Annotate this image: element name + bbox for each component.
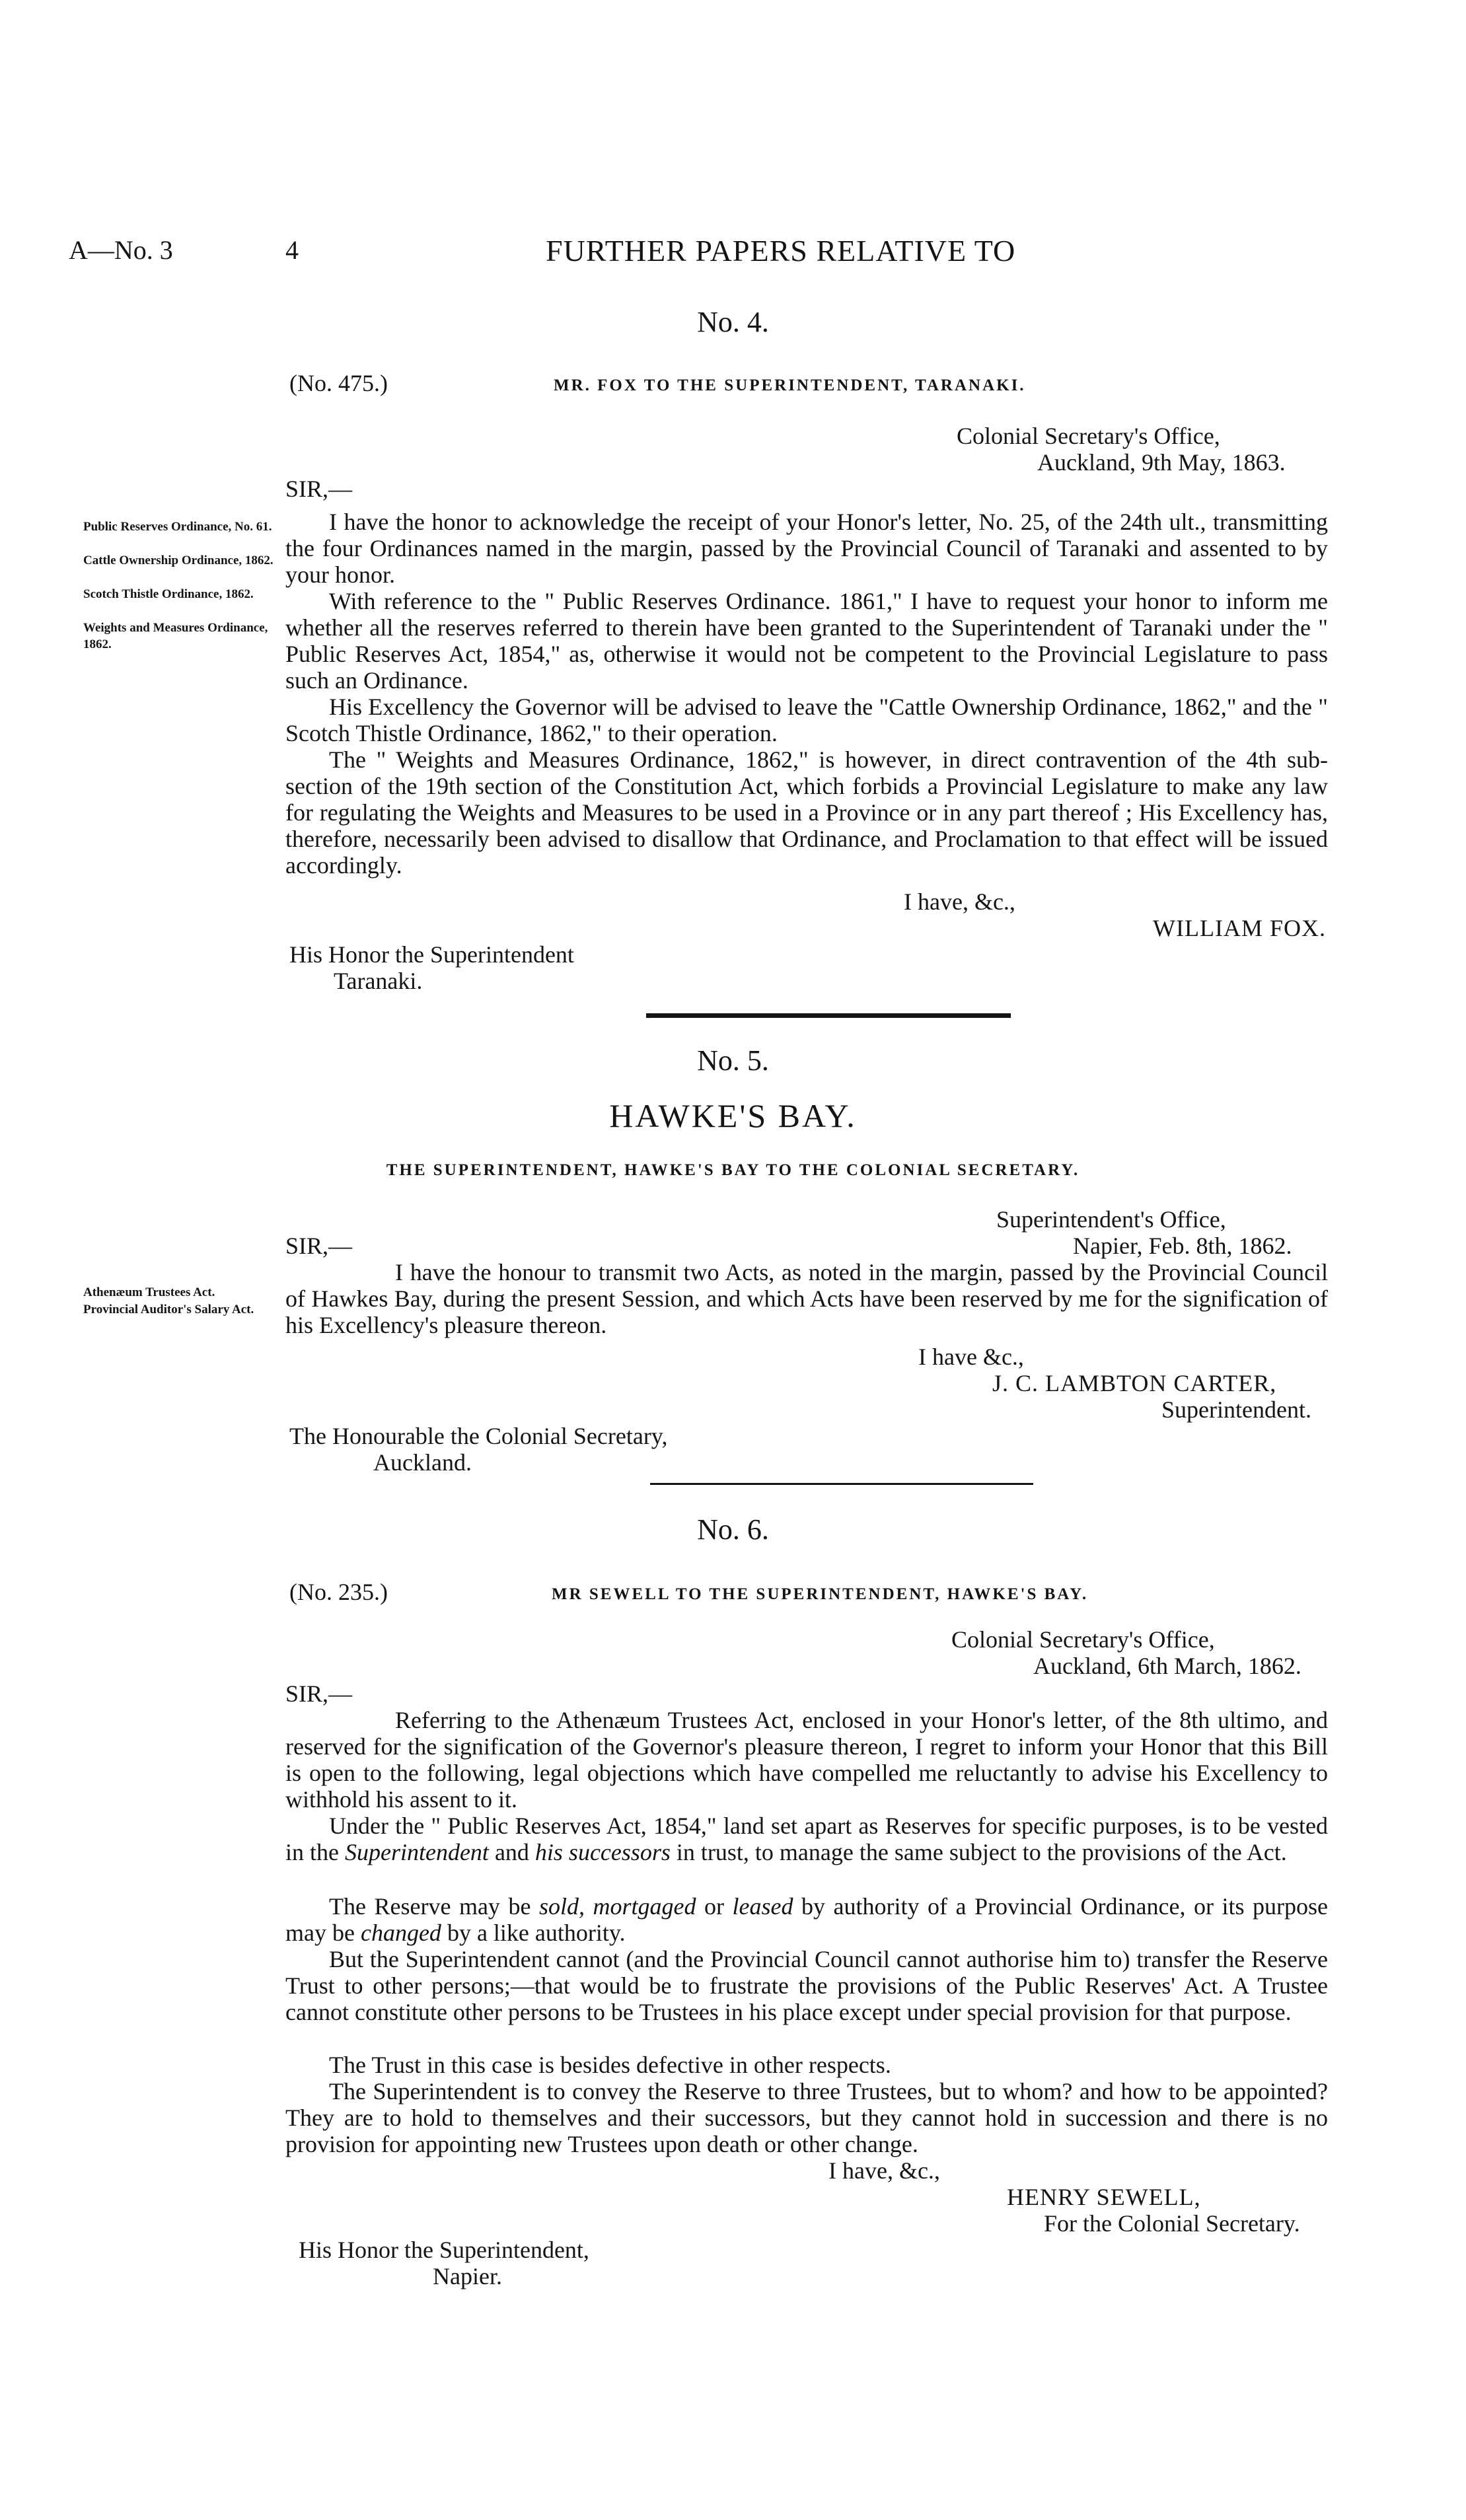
- letter-4-paragraph-3: His Excellency the Governor will be advised to leave the "Cattle Ownership Ordinance, 1862," and the " Scotch Thistle Ordinance, 1862," to their operation.: [285, 694, 1328, 746]
- margin-note-weights-measures: Weights and Measures Ordinance, 1862.: [83, 621, 268, 651]
- letter-6-heading: MR SEWELL TO THE SUPERINTENDENT, HAWKE'S BAY.: [552, 1585, 1089, 1603]
- letter-4-place-date: Auckland, 9th May, 1863.: [1037, 449, 1286, 476]
- margin-note-auditors-salary: Provincial Auditor's Salary Act.: [83, 1303, 254, 1316]
- margin-note-scotch-thistle: Scotch Thistle Ordinance, 1862.: [83, 587, 254, 601]
- letter-4-paragraph-1: I have the honor to acknowledge the receipt of your Honor's letter, No. 25, of the 24th ult., transmitting the four Ordinances named in the margin, passed by the Provincial Council of Taranaki and assented to by your honor.: [285, 509, 1328, 588]
- letter-4-heading: MR. FOX TO THE SUPERINTENDENT, TARANAKI.: [554, 377, 1026, 394]
- letter-6-addressee-line-1: His Honor the Superintendent,: [299, 2237, 589, 2263]
- letter-4-addressee-line-2: Taranaki.: [334, 968, 423, 994]
- letter-4-number: No. 4.: [697, 306, 769, 338]
- letter-6-signature: HENRY SEWELL,: [1007, 2184, 1201, 2210]
- letter-6-addressee-line-2: Napier.: [433, 2263, 502, 2289]
- letter-4-addressee-line-1: His Honor the Superintendent: [289, 941, 574, 968]
- page-title: FURTHER PAPERS RELATIVE TO: [546, 234, 1016, 268]
- document-reference: A—No. 3: [69, 235, 173, 265]
- letter-5-addressee-line-2: Auckland.: [373, 1449, 472, 1476]
- letter-6-number: No. 6.: [697, 1513, 769, 1546]
- section-divider-thick: [646, 1013, 1011, 1018]
- letter-6-ref: (No. 235.): [289, 1579, 388, 1605]
- letter-4-paragraph-2: With reference to the " Public Reserves Ordinance. 1861," I have to request your honor to inform me whether all the reserves referred to therein have been granted to the Superintendent of Taranaki under the " Public Reserves Act, 1854," as, otherwise it would not be competent to the Provincial Legislature to pass such an Ordinance.: [285, 588, 1328, 694]
- letter-4-office: Colonial Secretary's Office,: [957, 423, 1220, 449]
- letter-6-paragraph-2: Under the " Public Reserves Act, 1854," land set apart as Reserves for specific purposes, is to be vested in the Superintendent and his successors in trust, to manage the same subject to the provisions of the Act.: [285, 1813, 1328, 1865]
- letter-4-salutation: SIR,—: [285, 476, 353, 502]
- margin-note-public-reserves: Public Reserves Ordinance, No. 61.: [83, 520, 272, 534]
- letter-6-place-date: Auckland, 6th March, 1862.: [1033, 1653, 1301, 1679]
- letter-4-paragraph-4: The " Weights and Measures Ordinance, 1862," is however, in direct contravention of the 4th sub-section of the 19th section of the Constitution Act, which forbids a Provincial Legislature to make any law for regulating the Weights and Measures to be used in a Province or in any part thereof ; His Excellency has, therefore, necessarily been advised to disallow that Ordinance, and Proclamation to that effect will be issued accordingly.: [285, 746, 1328, 879]
- margin-note-cattle-ownership: Cattle Ownership Ordinance, 1862.: [83, 554, 274, 567]
- letter-5-place-date: Napier, Feb. 8th, 1862.: [1073, 1233, 1292, 1259]
- letter-5-heading: THE SUPERINTENDENT, HAWKE'S BAY TO THE COLONIAL SECRETARY.: [386, 1161, 1080, 1179]
- margin-note-athenaeum-trustees: Athenæum Trustees Act.: [83, 1285, 215, 1299]
- section-divider-thin: [650, 1483, 1033, 1485]
- letter-6-paragraph-4: But the Superintendent cannot (and the Provincial Council cannot authorise him to) transfer the Reserve Trust to other persons;—that would be to frustrate the provisions of the Public Reserves' Act. A Trustee cannot constitute other persons to be Trustees in his place except under special provision for that purpose.: [285, 1946, 1328, 2025]
- section-title-hawkes-bay: HAWKE'S BAY.: [609, 1097, 857, 1134]
- letter-5-closing: I have &c.,: [918, 1344, 1024, 1370]
- letter-5-signature: J. C. LAMBTON CARTER,: [992, 1370, 1277, 1396]
- letter-5-office: Superintendent's Office,: [996, 1206, 1226, 1233]
- page-number: 4: [285, 235, 299, 265]
- letter-4-signature: WILLIAM FOX.: [1153, 915, 1326, 941]
- letter-5-paragraph-1: I have the honour to transmit two Acts, as noted in the margin, passed by the Provincial Council of Hawkes Bay, during the present Session, and which Acts have been reserved by me for the signification of his Excellency's pleasure thereon.: [285, 1259, 1328, 1338]
- letter-6-paragraph-5: The Trust in this case is besides defective in other respects.: [329, 2052, 891, 2078]
- letter-6-paragraph-3: The Reserve may be sold, mortgaged or leased by authority of a Provincial Ordinance, or its purpose may be changed by a like authority.: [285, 1893, 1328, 1946]
- letter-5-salutation: SIR,—: [285, 1233, 353, 1259]
- letter-6-office: Colonial Secretary's Office,: [951, 1626, 1215, 1653]
- letter-5-signature-title: Superintendent.: [1161, 1396, 1311, 1423]
- letter-4-closing: I have, &c.,: [904, 888, 1015, 915]
- letter-5-number: No. 5.: [697, 1044, 769, 1077]
- letter-6-salutation: SIR,—: [285, 1680, 353, 1707]
- letter-5-addressee-line-1: The Honourable the Colonial Secretary,: [289, 1423, 668, 1449]
- letter-4-ref: (No. 475.): [289, 370, 388, 396]
- letter-6-closing: I have, &c.,: [828, 2157, 940, 2184]
- letter-6-paragraph-6: The Superintendent is to convey the Reserve to three Trustees, but to whom? and how to be appointed? They are to hold to themselves and their successors, but they cannot hold in succession and there is no provision for appointing new Trustees upon death or other change.: [285, 2078, 1328, 2157]
- letter-6-paragraph-1: Referring to the Athenæum Trustees Act, enclosed in your Honor's letter, of the 8th ultimo, and reserved for the signification of the Governor's pleasure thereon, I regret to inform your Honor that this Bill is open to the following, legal objections which have compelled me reluctantly to advise his Excellency to withhold his assent to it.: [285, 1707, 1328, 1813]
- letter-6-signature-title: For the Colonial Secretary.: [1044, 2210, 1300, 2237]
